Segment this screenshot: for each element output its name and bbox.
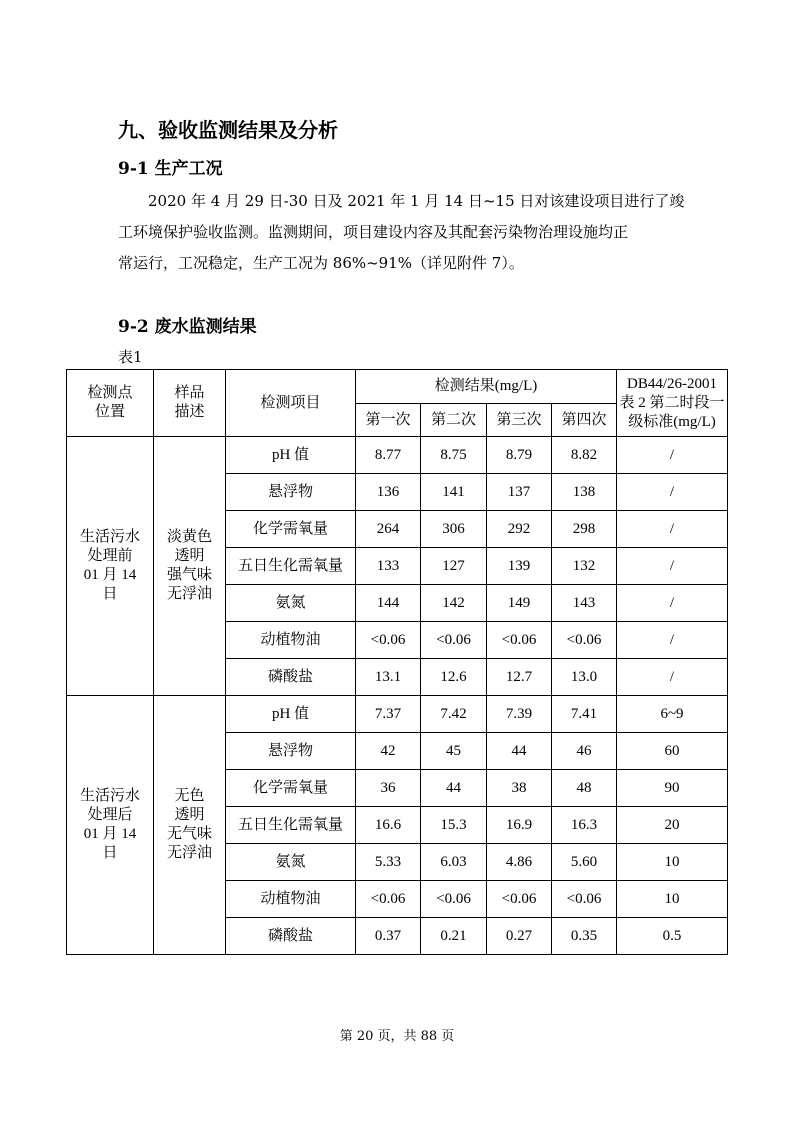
header-sample-line: 样品 xyxy=(174,385,205,401)
item-cell: pH 值 xyxy=(226,437,356,474)
sample-line: 透明 xyxy=(174,548,205,564)
result-cell-4: 8.82 xyxy=(552,437,617,474)
result-cell-4: 5.60 xyxy=(552,844,617,881)
result-cell-4: 7.41 xyxy=(552,696,617,733)
result-cell-3: <0.06 xyxy=(487,881,552,918)
standard-cell: / xyxy=(617,622,728,659)
item-cell: 磷酸盐 xyxy=(226,918,356,955)
result-cell-2: 7.42 xyxy=(421,696,487,733)
header-standard xyxy=(617,370,728,437)
result-cell-4: 138 xyxy=(552,474,617,511)
result-cell-3: <0.06 xyxy=(487,622,552,659)
section-title: 九、验收监测结果及分析 xyxy=(118,118,338,142)
table-row xyxy=(67,437,728,474)
result-cell-2: 127 xyxy=(421,548,487,585)
result-cell-3: 292 xyxy=(487,511,552,548)
sample-line: 无气味 xyxy=(166,826,212,842)
standard-cell: / xyxy=(617,474,728,511)
item-cell: 五日生化需氧量 xyxy=(226,548,356,585)
result-cell-1: 144 xyxy=(356,585,421,622)
header-results: 检测结果(mg/L) xyxy=(356,370,617,404)
result-cell-1: 133 xyxy=(356,548,421,585)
result-cell-4: 16.3 xyxy=(552,807,617,844)
header-location xyxy=(67,370,154,437)
item-cell: 化学需氧量 xyxy=(226,770,356,807)
sample-line: 淡黄色 xyxy=(166,529,212,545)
item-cell: 悬浮物 xyxy=(226,733,356,770)
result-cell-3: 44 xyxy=(487,733,552,770)
location-line: 日 xyxy=(102,845,118,861)
table-header-row xyxy=(67,370,728,404)
result-cell-4: <0.06 xyxy=(552,622,617,659)
result-cell-2: <0.06 xyxy=(421,881,487,918)
sample-line: 无浮油 xyxy=(166,586,212,602)
header-sample-line: 描述 xyxy=(174,404,205,420)
result-cell-2: 44 xyxy=(421,770,487,807)
standard-cell: / xyxy=(617,585,728,622)
item-cell: 氨氮 xyxy=(226,585,356,622)
location-line: 处理后 xyxy=(87,807,133,823)
result-cell-4: 143 xyxy=(552,585,617,622)
location-line: 01 月 14 xyxy=(83,567,137,583)
standard-cell: 10 xyxy=(617,881,728,918)
result-cell-4: 48 xyxy=(552,770,617,807)
item-cell: 动植物油 xyxy=(226,881,356,918)
result-cell-1: <0.06 xyxy=(356,881,421,918)
result-cell-2: 141 xyxy=(421,474,487,511)
header-standard-line: 级标准(mg/L) xyxy=(628,413,716,430)
location-line: 生活污水 xyxy=(79,529,140,545)
standard-cell: 6~9 xyxy=(617,696,728,733)
result-cell-3: 137 xyxy=(487,474,552,511)
header-location-line: 检测点 xyxy=(87,385,133,401)
result-cell-1: 36 xyxy=(356,770,421,807)
location-cell xyxy=(67,696,154,955)
header-location-line: 位置 xyxy=(94,404,125,420)
production-paragraph xyxy=(118,186,685,279)
result-cell-2: 45 xyxy=(421,733,487,770)
result-cell-1: <0.06 xyxy=(356,622,421,659)
item-cell: 磷酸盐 xyxy=(226,659,356,696)
result-cell-3: 8.79 xyxy=(487,437,552,474)
item-cell: 动植物油 xyxy=(226,622,356,659)
location-cell xyxy=(67,437,154,696)
result-cell-2: 142 xyxy=(421,585,487,622)
result-cell-2: 306 xyxy=(421,511,487,548)
standard-cell: 90 xyxy=(617,770,728,807)
result-cell-2: <0.06 xyxy=(421,622,487,659)
location-line: 处理前 xyxy=(87,548,133,564)
standard-cell: 0.5 xyxy=(617,918,728,955)
result-cell-3: 149 xyxy=(487,585,552,622)
sample-line: 强气味 xyxy=(166,567,212,583)
result-cell-3: 12.7 xyxy=(487,659,552,696)
paragraph-line: 2020 年 4 月 29 日-30 日及 2021 年 1 月 14 日~15 日对该建设项目进行了竣 xyxy=(148,192,685,210)
sample-description-cell xyxy=(154,696,226,955)
result-cell-1: 136 xyxy=(356,474,421,511)
result-cell-3: 38 xyxy=(487,770,552,807)
sample-line: 透明 xyxy=(174,807,205,823)
result-cell-1: 8.77 xyxy=(356,437,421,474)
paragraph-line: 常运行，工况稳定，生产工况为 86%~91%（详见附件 7）。 xyxy=(118,254,524,272)
result-cell-3: 16.9 xyxy=(487,807,552,844)
item-cell: 氨氮 xyxy=(226,844,356,881)
sample-description-cell xyxy=(154,437,226,696)
item-cell: 悬浮物 xyxy=(226,474,356,511)
header-time-3: 第三次 xyxy=(487,404,552,437)
result-cell-4: 298 xyxy=(552,511,617,548)
result-cell-4: 46 xyxy=(552,733,617,770)
result-cell-4: 132 xyxy=(552,548,617,585)
result-cell-4: 13.0 xyxy=(552,659,617,696)
header-standard-line: DB44/26-2001 xyxy=(627,375,717,392)
item-cell: pH 值 xyxy=(226,696,356,733)
header-time-2: 第二次 xyxy=(421,404,487,437)
table-caption: 表1 xyxy=(118,348,143,366)
standard-cell: / xyxy=(617,659,728,696)
result-cell-1: 16.6 xyxy=(356,807,421,844)
result-cell-4: 0.35 xyxy=(552,918,617,955)
result-cell-3: 4.86 xyxy=(487,844,552,881)
item-cell: 五日生化需氧量 xyxy=(226,807,356,844)
result-cell-4: <0.06 xyxy=(552,881,617,918)
standard-cell: / xyxy=(617,437,728,474)
standard-cell: / xyxy=(617,548,728,585)
page-footer: 第 20 页，共 88 页 xyxy=(339,1029,455,1044)
result-cell-1: 5.33 xyxy=(356,844,421,881)
standard-cell: 20 xyxy=(617,807,728,844)
sample-line: 无浮油 xyxy=(166,845,212,861)
header-time-1: 第一次 xyxy=(356,404,421,437)
item-cell: 化学需氧量 xyxy=(226,511,356,548)
result-cell-1: 7.37 xyxy=(356,696,421,733)
result-cell-2: 8.75 xyxy=(421,437,487,474)
paragraph-line: 工环境保护验收监测。监测期间，项目建设内容及其配套污染物治理设施均正 xyxy=(118,223,629,241)
header-item: 检测项目 xyxy=(226,370,356,437)
result-cell-3: 7.39 xyxy=(487,696,552,733)
standard-cell: 10 xyxy=(617,844,728,881)
result-cell-3: 139 xyxy=(487,548,552,585)
location-line: 生活污水 xyxy=(79,788,140,804)
result-cell-2: 12.6 xyxy=(421,659,487,696)
result-cell-1: 264 xyxy=(356,511,421,548)
table-body xyxy=(67,437,728,955)
table-row xyxy=(67,696,728,733)
sample-line: 无色 xyxy=(174,788,205,804)
location-line: 01 月 14 xyxy=(83,826,137,842)
subsection-title-wastewater: 9-2 废水监测结果 xyxy=(118,317,257,337)
location-line: 日 xyxy=(102,586,118,602)
header-sample xyxy=(154,370,226,437)
result-cell-1: 42 xyxy=(356,733,421,770)
result-cell-1: 0.37 xyxy=(356,918,421,955)
subsection-title-production: 9-1 生产工况 xyxy=(118,159,223,179)
result-cell-2: 6.03 xyxy=(421,844,487,881)
standard-cell: / xyxy=(617,511,728,548)
result-cell-3: 0.27 xyxy=(487,918,552,955)
header-time-4: 第四次 xyxy=(552,404,617,437)
header-standard-line: 表 2 第二时段一 xyxy=(619,394,725,411)
result-cell-2: 15.3 xyxy=(421,807,487,844)
standard-cell: 60 xyxy=(617,733,728,770)
result-cell-2: 0.21 xyxy=(421,918,487,955)
wastewater-results-table xyxy=(66,369,728,955)
result-cell-1: 13.1 xyxy=(356,659,421,696)
